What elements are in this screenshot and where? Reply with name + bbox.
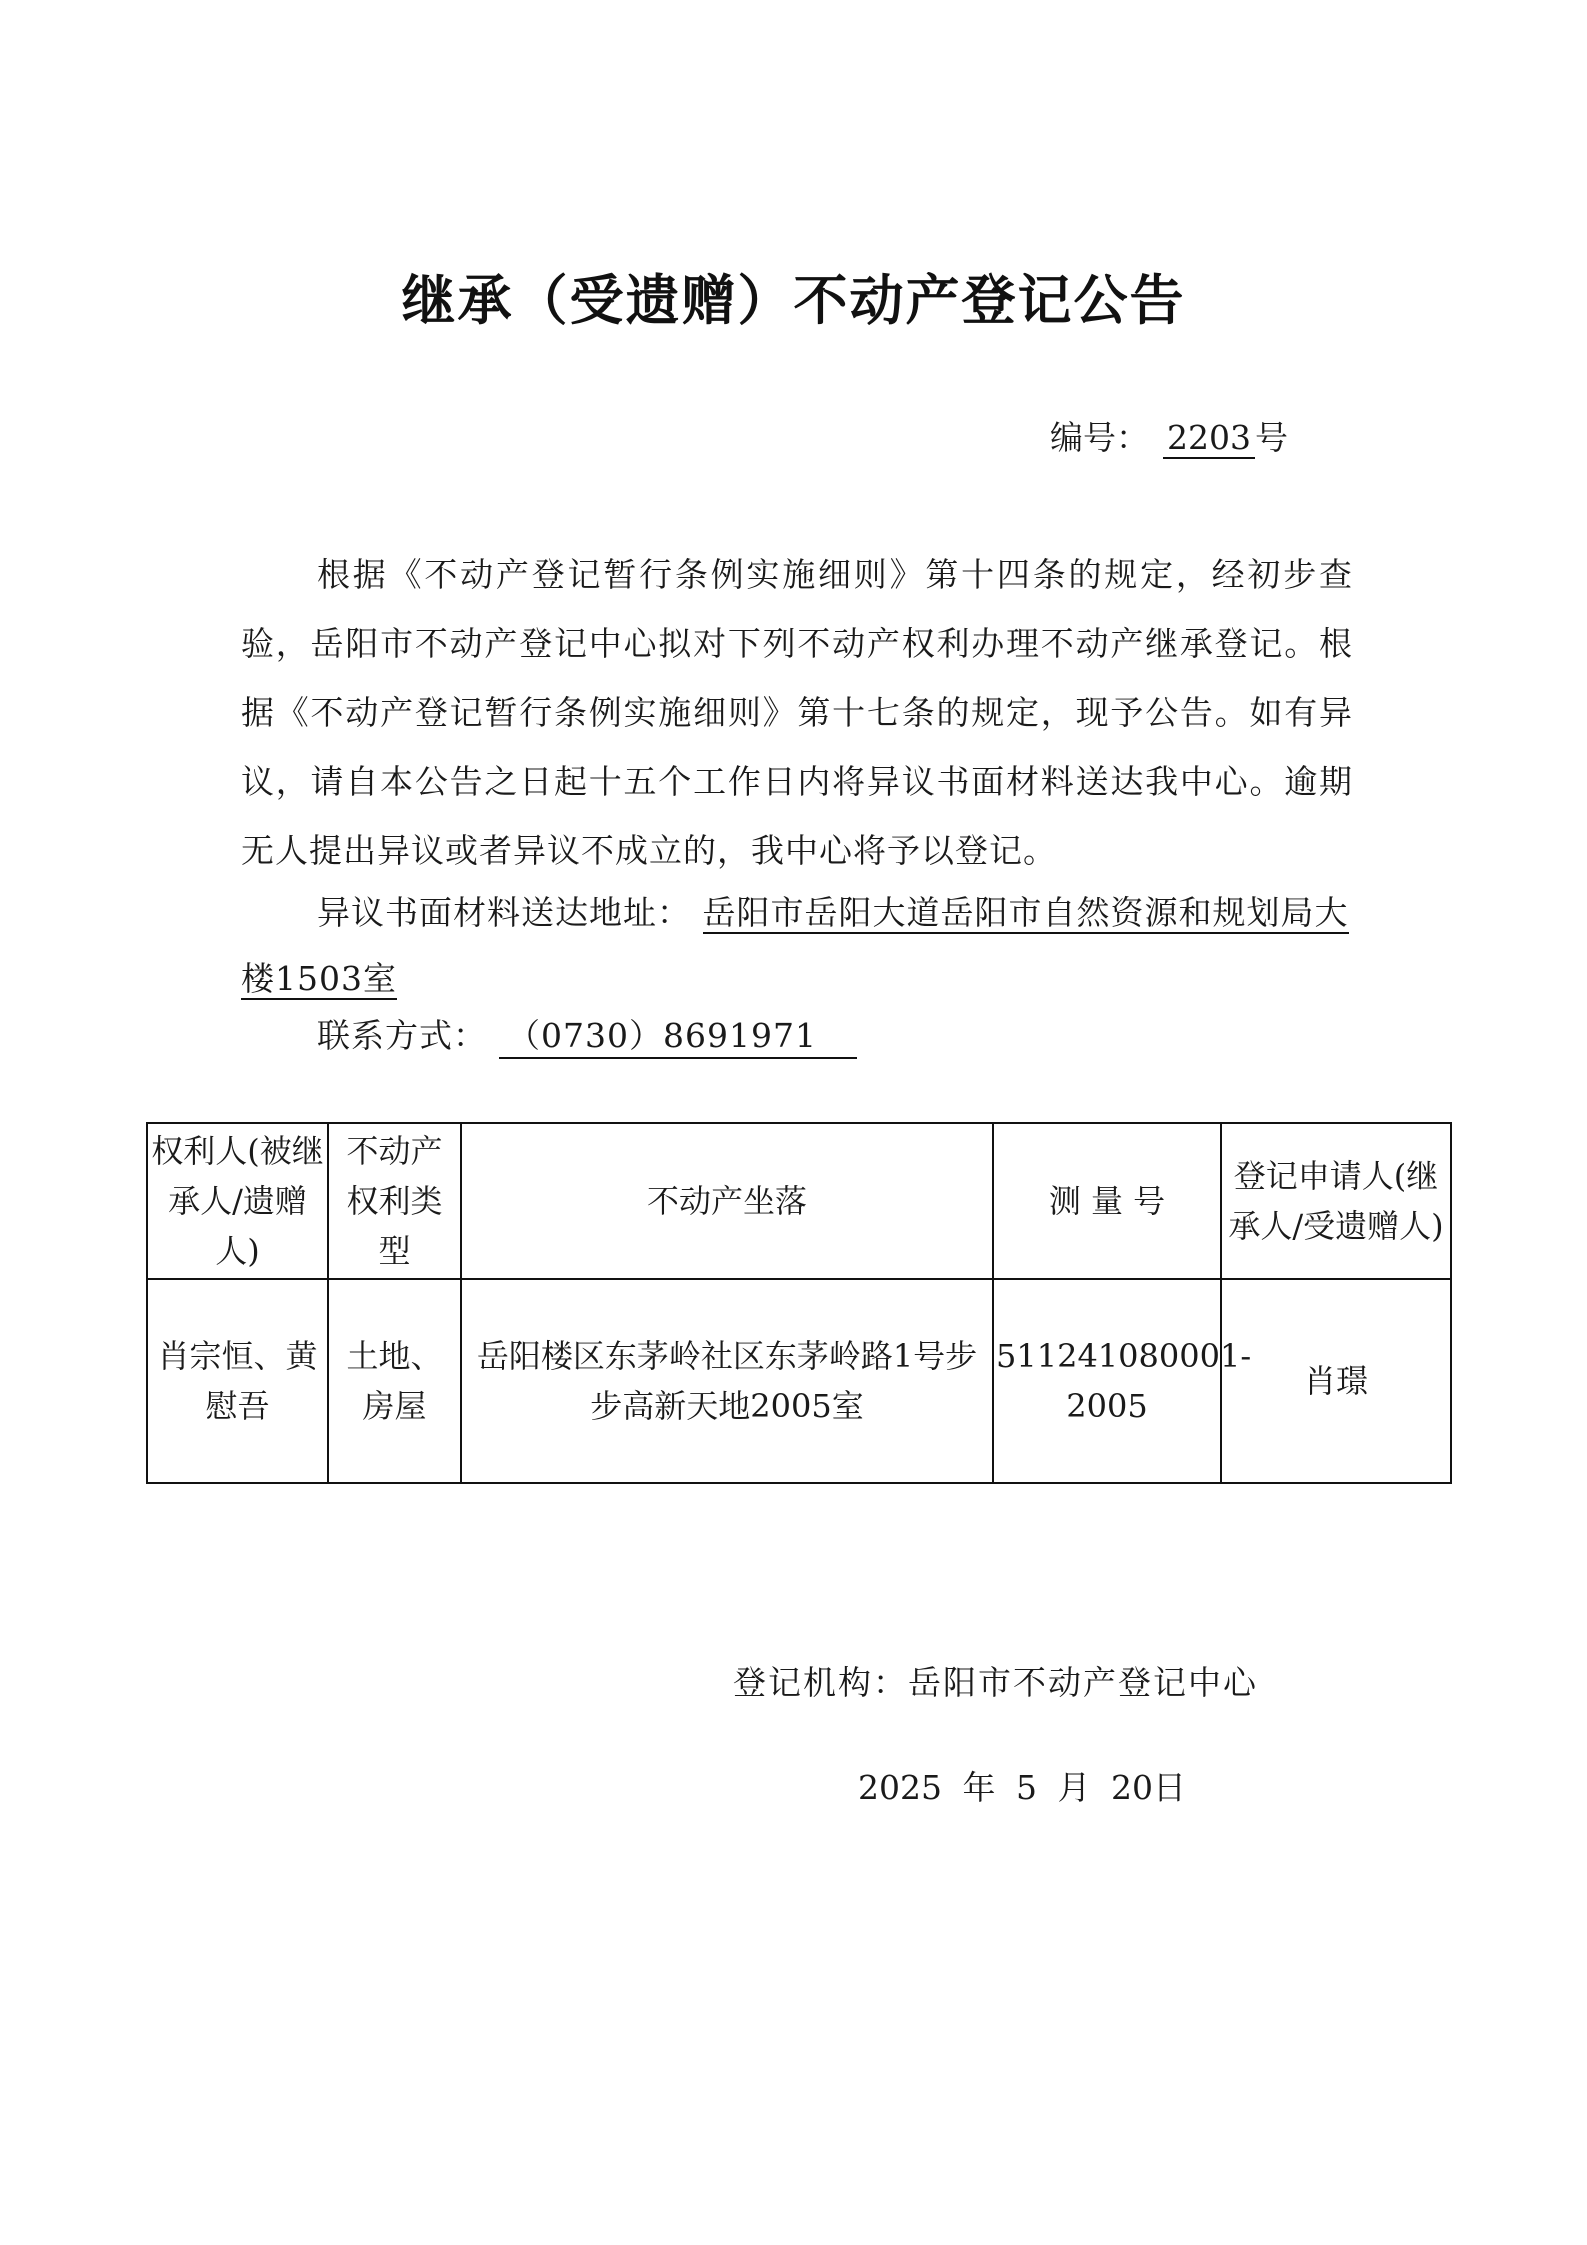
header-property-location: 不动产坐落 [461,1123,993,1279]
contact-value: （0730）8691971 [499,1010,857,1059]
registration-table [146,1122,1452,1484]
document-number-label: 编号： [1050,418,1149,457]
contact-info [317,1010,857,1059]
table-row [147,1279,1451,1483]
header-applicant: 登记申请人(继承人/受遗赠人) [1221,1123,1451,1279]
document-number-suffix: 号 [1254,418,1288,457]
address-value: 岳阳市岳阳大道岳阳市自然资源和规划局大楼1503室 [241,893,1349,998]
date-day: 20 [1110,1768,1153,1807]
date-year: 2025 [858,1768,942,1807]
cell-right-type: 土地、房屋 [328,1279,461,1483]
cell-survey-number: 511241080001-2005 [993,1279,1221,1483]
header-survey-number: 测 量 号 [993,1123,1221,1279]
date-month: 5 [1015,1768,1037,1807]
cell-right-holder: 肖宗恒、黄慰吾 [147,1279,328,1483]
header-right-holder: 权利人(被继承人/遗赠人) [147,1123,328,1279]
table-header-row [147,1123,1451,1279]
document-number-value: 2203 [1163,418,1255,459]
header-right-type: 不动产权利类型 [328,1123,461,1279]
document-number [1050,412,1288,459]
notice-body [241,540,1353,885]
address-label: 异议书面材料送达地址： [317,893,691,932]
notice-date [858,1762,1186,1809]
date-day-unit: 日 [1152,1768,1186,1807]
cell-property-location: 岳阳楼区东茅岭社区东茅岭路1号步步高新天地2005室 [461,1279,993,1483]
page-title: 继承（受遗赠）不动产登记公告 [401,269,1186,332]
objection-address [241,880,1353,1012]
date-year-unit: 年 [962,1768,996,1807]
cell-applicant: 肖璟 [1221,1279,1451,1483]
registration-authority: 登记机构：岳阳市不动产登记中心 [733,1663,1258,1702]
date-month-unit: 月 [1057,1768,1091,1807]
contact-label: 联系方式： [317,1016,487,1055]
notice-paragraph: 根据《不动产登记暂行条例实施细则》第十四条的规定，经初步查验，岳阳市不动产登记中心拟对下列不动产权利办理不动产继承登记。根据《不动产登记暂行条例实施细则》第十七条的规定，现予公告。如有异议，请自本公告之日起十五个工作日内将异议书面材料送达我中心。逾期无人提出异议或者异议不成立的，我中心将予以登记。 [241,555,1353,870]
